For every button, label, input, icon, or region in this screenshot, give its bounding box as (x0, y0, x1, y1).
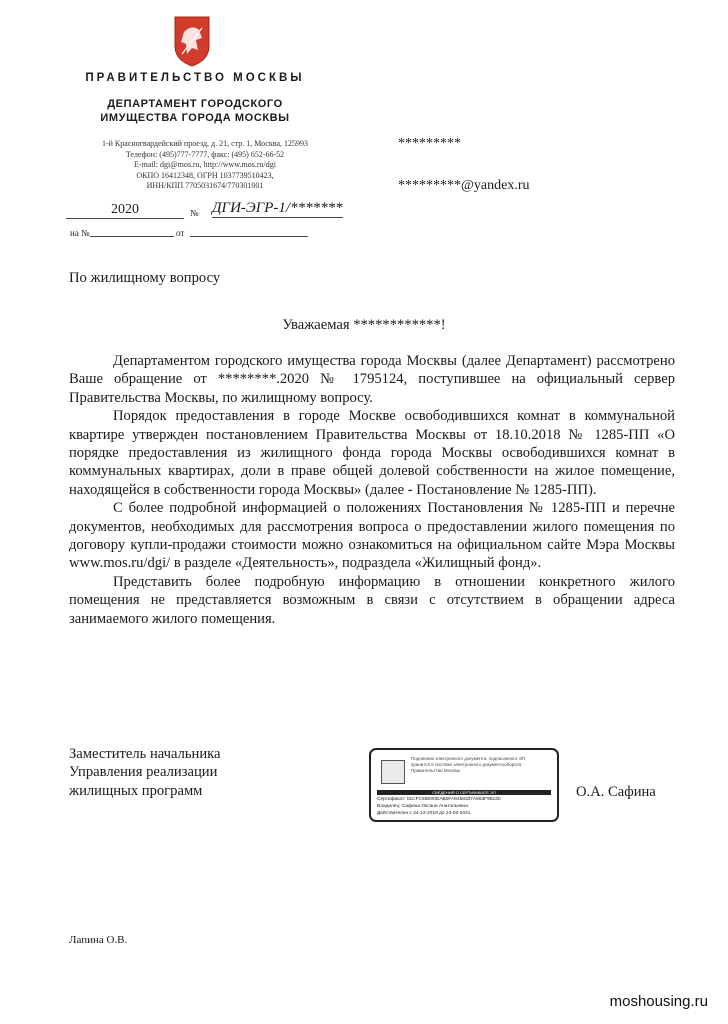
body-paragraph: Департаментом городского имущества города Москвы (далее Департамент) рассмотрено Ваше обращение от ********.2020 № 1795124, поступившее на официальный сервер Правительства Москвы, по жилищному вопросу. (69, 353, 675, 406)
body-paragraph: С более подробной информацией о положениях Постановления № 1285-ПП и перечне документов, необходимых для рассмотрения вопроса о предоставлении жилого помещения по договору купли-продажи стоимости можно ознакомиться на официальном сайте Мэра Москвы www.mos.ru/dgi/ в разделе «Деятельность», подраздела «Жилищный фонд». (69, 500, 675, 572)
registration-number-prefix: № (190, 208, 199, 218)
signatory-title-line: Заместитель начальника (69, 746, 221, 762)
department-name-line1: ДЕПАРТАМЕНТ ГОРОДСКОГО (107, 98, 283, 110)
signatory-title-line: жилищных программ (69, 782, 203, 799)
watermark: moshousing.ru (609, 993, 708, 1010)
registration-date-field (66, 202, 186, 219)
reference-date-line (190, 226, 308, 237)
reference-label: на № (70, 228, 90, 238)
stamp-emblem-icon (381, 760, 405, 784)
registration-date: 2020 (66, 202, 184, 219)
signatory-title-line: Управления реализации (69, 764, 218, 781)
address-line: ОКПО 16412348, ОГРН 1037739510423, (136, 170, 274, 180)
department-name-line2: ИМУЩЕСТВА ГОРОДА МОСКВЫ (100, 112, 290, 124)
stamp-certificate-number: Сертификат: 01CFC68E00DAB0FA6458337A853F9523C (377, 797, 502, 802)
address-line: E-mail: dgi@mos.ru, http://www.mos.ru/dgi (134, 160, 276, 169)
moscow-coat-of-arms-icon (172, 14, 212, 68)
signatory-name: О.А. Сафина (576, 784, 656, 800)
department-address (40, 139, 370, 192)
body-paragraph: Порядок предоставления в городе Москве освободившихся комнат в коммунальной квартире утвержден постановлением Правительства Москвы от 18.10.2018 № 1285-ПП «О порядке предоставления из жилищного фонда города Москвы освободившихся комнат в коммунальных квартирах, доли в праве общей долевой собственности на жилое помещение, находящейся в собственности города Москвы» (далее - Постановление № 1285-ПП). (69, 408, 675, 498)
reference-number-line (90, 226, 174, 237)
stamp-text: хранится в системе электронного документооборота (411, 762, 522, 767)
signatory-title (69, 745, 221, 800)
registration-number: ДГИ-ЭГР-1/******* (212, 200, 343, 216)
body-paragraph: Представить более подробную информацию в отношении конкретного жилого помещения не представляется возможным в связи с отсутствием в обращении адреса занимаемого жилого помещения. (69, 573, 675, 627)
letter-body (69, 352, 675, 628)
address-line: Телефон: (495)777-7777, факс: (495) 652-66-52 (125, 149, 285, 159)
address-line: 1-й Красногвардейский проезд, д. 21, стр. 1, Москва, 125993 (101, 139, 309, 148)
stamp-text: Подлинник электронного документа, подписанного ЭП, (411, 756, 527, 761)
salutation: Уважаемая ************! (282, 317, 446, 333)
stamp-text: Правительства Москвы (411, 768, 461, 773)
stamp-certificate-validity: Действителен с 24-12-2019 до 24-03-2021 (377, 811, 471, 816)
stamp-certificate-header: СВЕДЕНИЯ О СЕРТИФИКАТЕ ЭП (377, 790, 551, 795)
reference-from-label: от (176, 228, 185, 238)
stamp-certificate-owner: Владелец: Сафина Оксана Анатольевна (377, 804, 468, 809)
electronic-signature-stamp (369, 748, 559, 822)
letter-subject: По жилищному вопросу (69, 270, 221, 286)
recipient-name: ********* (398, 136, 461, 151)
executor-name: Лапина О.В. (69, 934, 128, 946)
government-title: ПРАВИТЕЛЬСТВО МОСКВЫ (85, 72, 305, 84)
recipient-email: *********@yandex.ru (398, 178, 530, 193)
address-line: ИНН/КПП 7705031674/770301001 (146, 181, 264, 190)
